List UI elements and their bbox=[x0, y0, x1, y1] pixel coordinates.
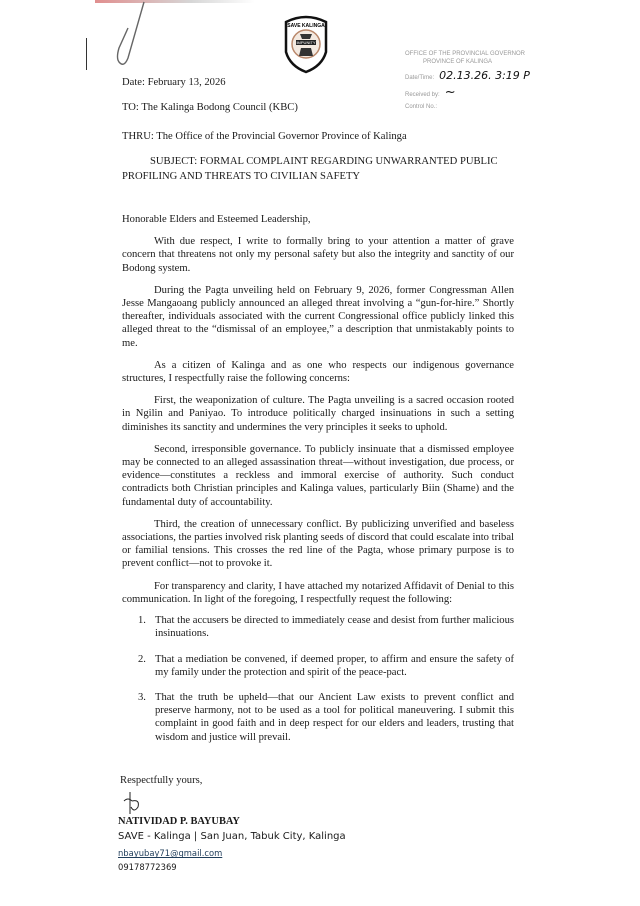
letter-body bbox=[118, 76, 514, 874]
request-text: That a mediation be convened, if deemed proper, to affirm and ensure the safety of my family under the protection and spirit of the peace-pact. bbox=[155, 653, 514, 678]
stamp-initials-handwritten: ~ bbox=[444, 85, 456, 100]
logo-text-mid: IMPUNITY bbox=[296, 40, 316, 45]
request-item bbox=[138, 653, 514, 679]
request-text: That the accusers be directed to immediately cease and desist from further malicious insinuations. bbox=[155, 615, 514, 640]
stamp-line2: PROVINCE OF KALINGA bbox=[423, 59, 493, 65]
request-text: That the truth be upheld—that our Ancient Law exists to prevent conflict and preserve harmony, not to be used as a tool for political maneuvering. I submit this complaint in good faith and in deep respect for our elders and leaders, trusting that wisdom and justice will prevail. bbox=[155, 691, 514, 743]
subject-line2: PROFILING AND THREATS TO CIVILIAN SAFETY bbox=[122, 170, 361, 182]
salutation: Honorable Elders and Esteemed Leadership, bbox=[122, 214, 311, 226]
stamp-date-label: Date/Time: bbox=[405, 75, 435, 81]
letter-to: TO: The Kalinga Bodong Council (KBC) bbox=[122, 102, 298, 114]
signatory-phone: 09178772369 bbox=[118, 861, 177, 872]
signatory-name: NATIVIDAD P. BAYUBAY bbox=[118, 815, 240, 827]
request-item bbox=[138, 614, 514, 640]
valediction: Respectfully yours, bbox=[120, 774, 203, 786]
request-number: 2. bbox=[138, 653, 146, 665]
paperclip-icon bbox=[114, 0, 154, 70]
letter-thru: THRU: The Office of the Provincial Governor Province of Kalinga bbox=[122, 131, 407, 143]
logo-text-top: SAVE KALINGA bbox=[287, 23, 325, 29]
signature bbox=[118, 791, 148, 815]
paragraph: Second, irresponsible governance. To publicly insinuate that a dismissed employee may be connected to an alleged assassination threat—without investigation, due process, or evidence—constitutes a reckless and immoral exercise of authority. Such conduct contradicts both Christian principles and Kalinga values, particularly Biin (Shame) and the fundamental duty of accountability. bbox=[122, 443, 514, 508]
closing-block bbox=[118, 774, 514, 874]
margin-mark bbox=[86, 38, 87, 70]
stamp-received-label: Received by: bbox=[405, 92, 440, 98]
save-kalinga-logo bbox=[282, 14, 330, 74]
request-number: 3. bbox=[138, 691, 146, 703]
stamp-line1: OFFICE OF THE PROVINCIAL GOVERNOR bbox=[405, 51, 526, 57]
paragraph: As a citizen of Kalinga and as one who respects our indigenous governance structures, I respectfully raise the following concerns: bbox=[122, 359, 514, 385]
stamp-date-handwritten: 02.13.26. 3:19 P bbox=[439, 69, 530, 82]
letter-date: Date: February 13, 2026 bbox=[122, 77, 226, 88]
stamp-control-label: Control No.: bbox=[405, 104, 438, 110]
paragraph: For transparency and clarity, I have attached my notarized Affidavit of Denial to this communication. In light of the foregoing, I respectfully request the following: bbox=[122, 580, 514, 605]
paragraph: First, the weaponization of culture. The Pagta unveiling is a sacred occasion rooted in Ngilin and Paniyao. To introduce politically charged insinuations in such a setting diminishes its sanctity and undermines the very principles it seeks to uphold. bbox=[122, 395, 514, 433]
signatory-email-link[interactable]: nbayubay71@gmail.com bbox=[118, 848, 223, 859]
paragraph: Third, the creation of unnecessary conflict. By publicizing unverified and baseless associations, the parties involved risk planting seeds of discord that could escalate into tribal or familial tensions. This crosses the red line of the Pagta, whose primary purpose is to prevent conflict—not to provoke it. bbox=[122, 518, 514, 570]
paragraph: With due respect, I write to formally bring to your attention a matter of grave concern that threatens not only my personal safety but also the integrity and sanctity of our Bodong system. bbox=[122, 236, 514, 274]
signatory-affiliation: SAVE - Kalinga | San Juan, Tabuk City, Kalinga bbox=[118, 831, 346, 843]
request-item bbox=[138, 691, 514, 744]
request-list bbox=[122, 614, 514, 744]
subject-line1: SUBJECT: FORMAL COMPLAINT REGARDING UNWARRANTED PUBLIC bbox=[150, 155, 498, 167]
request-number: 1. bbox=[138, 615, 146, 627]
paragraph: During the Pagta unveiling held on February 9, 2026, former Congressman Allen Jesse Mangaoang publicly announced an alleged threat involving a “gun-for-hire.” Shortly thereafter, individuals associated with the current Congressional office publicly linked this alleged threat to the “dismissal of an employee,” a description that unmistakably points to me. bbox=[122, 284, 514, 349]
